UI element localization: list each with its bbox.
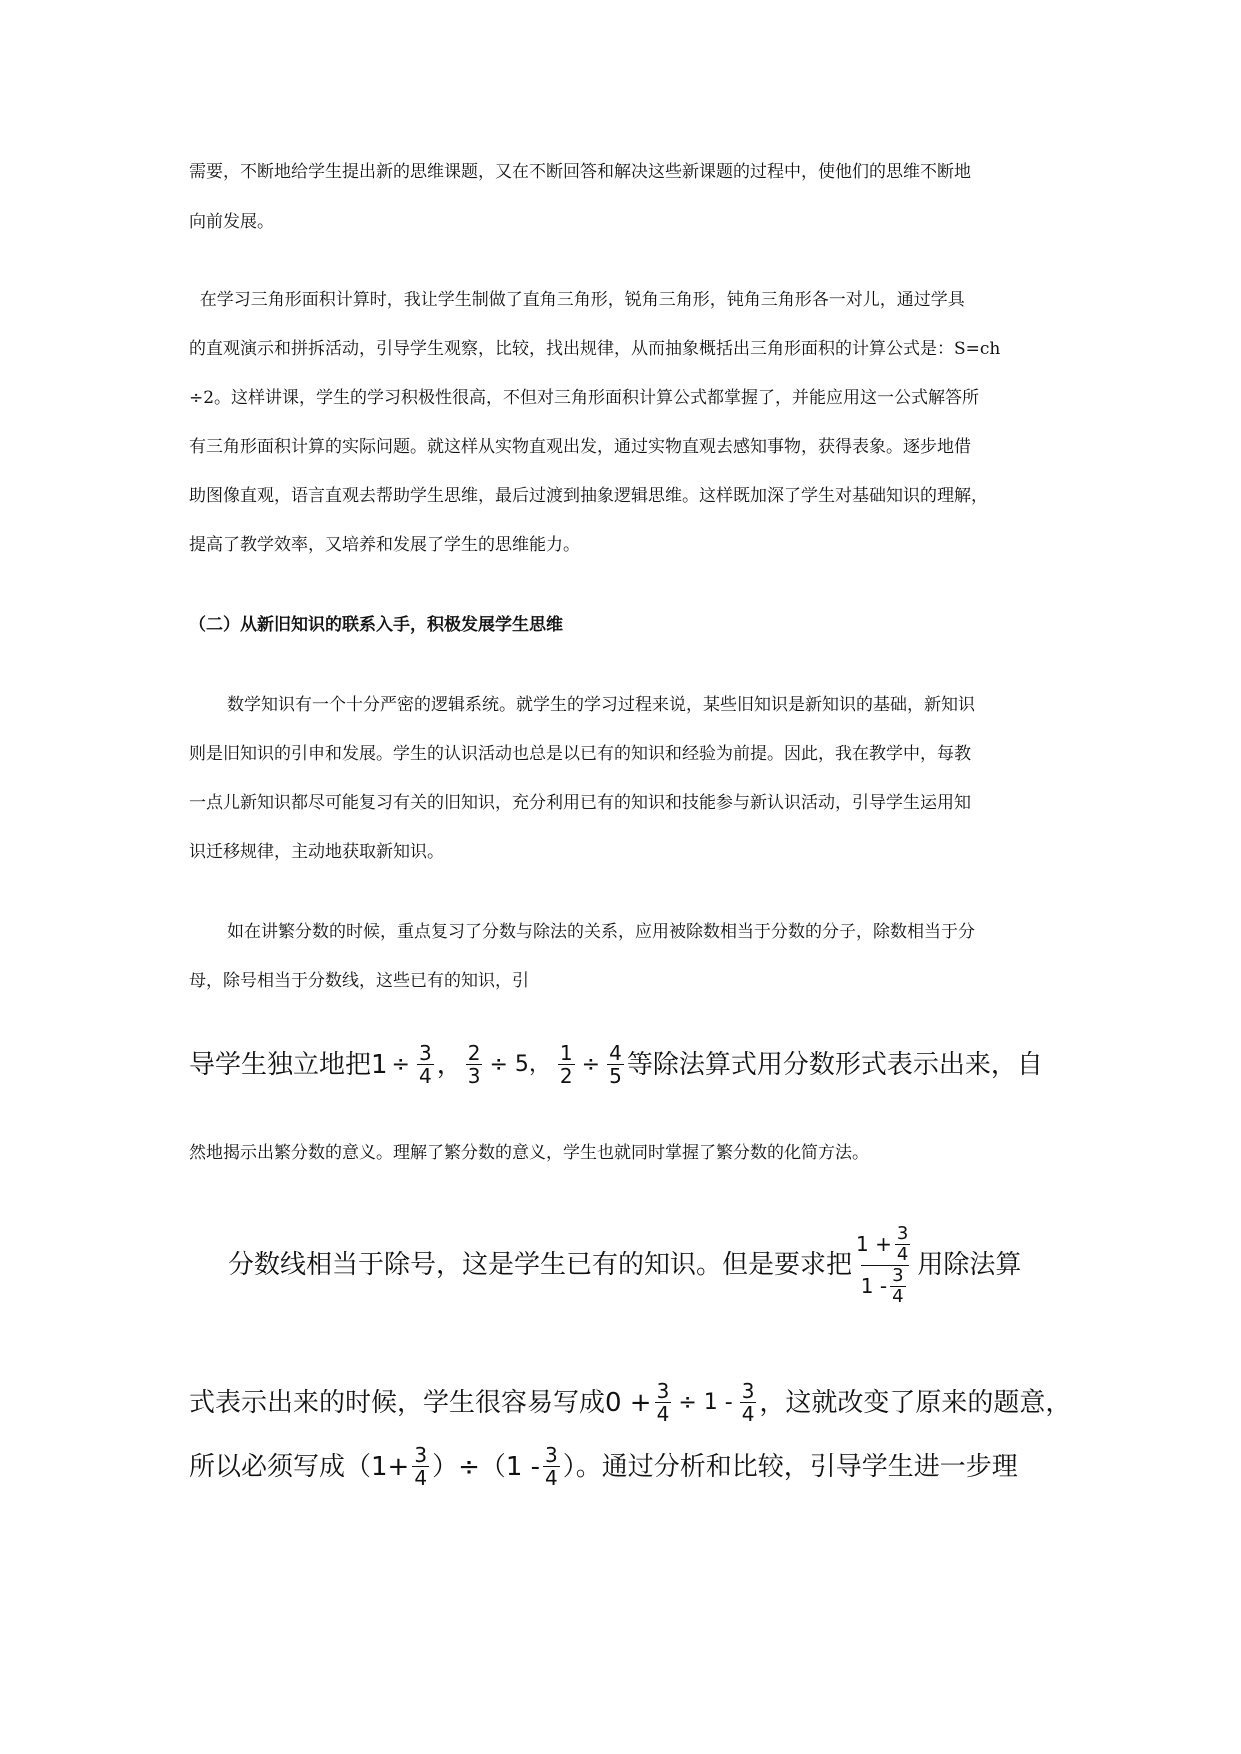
math-text: 导学生独立地把1 — [189, 1049, 388, 1080]
text-line: 数学知识有一个十分严密的逻辑系统。就学生的学习过程来说，某些旧知识是新知识的基础，新知识 — [227, 695, 975, 715]
text-line: 母，除号相当于分数线，这些已有的知识，引 — [189, 971, 529, 991]
text-line: 然地揭示出繁分数的意义。理解了繁分数的意义，学生也就同时掌握了繁分数的化简方法。 — [189, 1143, 869, 1163]
denominator: 4 — [545, 1466, 558, 1490]
text-line: 识迁移规律，主动地获取新知识。 — [189, 842, 444, 862]
denominator: 4 — [414, 1466, 428, 1490]
complex-numerator — [856, 1224, 913, 1265]
denominator: 3 — [467, 1064, 481, 1088]
denominator: 4 — [418, 1064, 432, 1088]
numerator: 3 — [418, 1041, 432, 1065]
math-text: 1 - — [860, 1274, 888, 1298]
text-line: 的直观演示和拼拆活动，引导学生观察，比较，找出规律，从而抽象概括出三角形面积的计算公式是：S=ch — [189, 339, 1001, 359]
numerator: 3 — [414, 1443, 428, 1467]
fraction — [890, 1266, 905, 1307]
math-text: ，这就改变了原来的题意， — [759, 1387, 1072, 1418]
numerator: 3 — [896, 1222, 909, 1244]
complex-denominator — [861, 1265, 909, 1307]
numerator: 2 — [467, 1041, 481, 1065]
fraction — [543, 1444, 560, 1489]
denominator: 5 — [609, 1064, 622, 1088]
section-heading-text: （二）从新旧知识的联系入手，积极发展学生思维 — [189, 615, 563, 635]
fraction — [466, 1042, 483, 1087]
numerator: 1 — [559, 1041, 573, 1065]
fraction — [740, 1380, 757, 1425]
denominator: 4 — [892, 1285, 904, 1307]
denominator: 4 — [896, 1243, 909, 1265]
math-text: 用除法算 — [917, 1250, 1022, 1280]
numerator: 3 — [892, 1264, 904, 1286]
numerator: 3 — [656, 1379, 670, 1403]
text-line: ÷2。这样讲课，学生的学习积极性很高，不但对三角形面积计算公式都掌握了，并能应用这一公式解答所 — [189, 388, 980, 408]
math-text: ， — [436, 1049, 463, 1080]
denominator: 4 — [656, 1402, 670, 1426]
math-text: 式表示出来的时候，学生很容易写成0 + — [189, 1387, 652, 1418]
text-line: 有三角形面积计算的实际问题。就这样从实物直观出发，通过实物直观去感知事物，获得表象。逐步地借 — [189, 437, 971, 457]
text-line: 如在讲繁分数的时候，重点复习了分数与除法的关系，应用被除数相当于分数的分子，除数相当于分 — [227, 922, 975, 942]
denominator: 4 — [741, 1402, 755, 1426]
text-line: 需要，不断地给学生提出新的思维课题，又在不断回答和解决这些新课题的过程中，使他们的思维不断地 — [189, 162, 971, 182]
math-operator: ÷ 5， — [489, 1051, 551, 1077]
text-line: 助图像直观，语言直观去帮助学生思维，最后过渡到抽象逻辑思维。这样既加深了学生对基础知识的理解， — [189, 486, 988, 506]
text-line: 在学习三角形面积计算时，我让学生制做了直角三角形，锐角三角形，钝角三角形各一对儿，通过学具 — [189, 290, 965, 310]
math-text: 1 + — [856, 1232, 892, 1256]
text-line: 向前发展。 — [189, 212, 274, 232]
numerator: 3 — [741, 1379, 755, 1403]
math-operator: ÷ — [391, 1051, 410, 1077]
text-line: 提高了教学效率，又培养和发展了学生的思维能力。 — [189, 535, 580, 555]
numerator: 3 — [545, 1443, 558, 1467]
fraction — [558, 1042, 575, 1087]
math-operator: ÷ — [581, 1051, 601, 1077]
math-text: 等除法算式用分数形式表示出来，自 — [626, 1049, 1043, 1080]
fraction — [655, 1380, 672, 1425]
math-operator: ÷ 1 - — [678, 1389, 733, 1415]
text-line: 一点儿新知识都尽可能复习有关的旧知识，充分利用已有的知识和技能参与新认识活动，引导学生运用知 — [189, 793, 971, 813]
fraction — [895, 1224, 910, 1265]
fraction — [607, 1042, 624, 1087]
numerator: 4 — [609, 1041, 622, 1065]
math-text: ）。通过分析和比较，引导学生进一步理 — [562, 1451, 1018, 1482]
complex-fraction — [856, 1224, 913, 1307]
math-text: 所以必须写成（1+ — [189, 1451, 410, 1482]
math-text: ）÷（1 - — [432, 1451, 541, 1482]
math-text: 分数线相当于除号，这是学生已有的知识。但是要求把 — [228, 1250, 853, 1280]
fraction — [417, 1042, 434, 1087]
text-line: 则是旧知识的引申和发展。学生的认识活动也总是以已有的知识和经验为前提。因此，我在教学中，每教 — [189, 744, 971, 764]
denominator: 2 — [559, 1064, 573, 1088]
fraction — [412, 1444, 429, 1489]
